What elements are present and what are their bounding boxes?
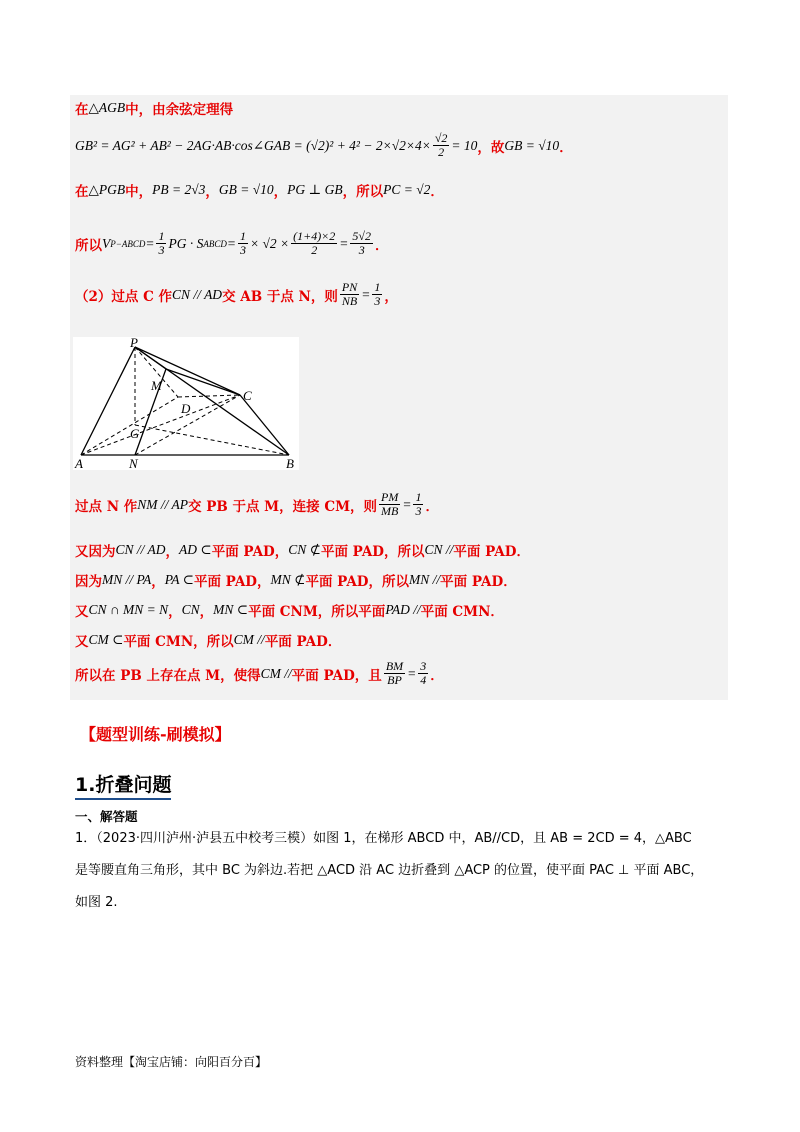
math: CN // AD [115,542,166,557]
math: = [226,235,236,251]
math: △PGB [88,182,126,197]
solution-line-9 [75,600,504,620]
math-subscript: ABCD [203,238,227,249]
text: （2）过点 C 作 [75,288,173,305]
fraction [413,491,423,518]
math: PA ⊂ [164,572,194,587]
solution-line-4 [75,230,389,257]
text: 平面 PAD． [440,574,517,590]
text: ，故 [477,139,505,156]
math: = [339,235,349,251]
numerator: 3 [420,659,427,673]
edge-mc [166,369,240,395]
numerator: (1+4)×2 [293,229,336,243]
denominator: 3 [374,294,381,309]
math: CN [181,602,200,617]
solution-line-10 [75,630,341,650]
math: = [402,496,412,512]
text: 平面 PAD，所以 [305,574,410,590]
text: ，所以 [342,184,384,200]
text: 过点 N 作 [75,498,138,515]
solution-line-6 [75,491,439,518]
text: 所以在 PB 上存在点 M，使得 [75,667,261,684]
text: 交 PB 于点 M，连接 CM，则 [188,498,378,515]
math: CN // [424,542,454,557]
numerator: 1 [415,490,422,504]
math: PB = 2√3 [152,182,206,197]
section-title: 1.折叠问题 [75,770,171,800]
text: ． [425,498,439,515]
text: 在 [75,102,89,118]
numerator: BM [385,659,404,673]
numerator: PN [341,280,358,294]
text: 又 [75,634,89,650]
text: 中， [125,184,153,200]
math: PG · S [168,235,204,251]
numerator: 1 [158,229,165,243]
solution-line-8 [75,570,517,590]
numerator: √2 [434,131,448,145]
text: ， [165,544,180,560]
text: 又因为 [75,544,116,560]
denominator: 4 [420,673,427,688]
denominator: BP [387,673,402,688]
text: 平面 CNM，所以平面 [248,604,386,620]
subheading: 一、解答题 [75,809,138,824]
problem-line-3: 如图 2. [75,895,118,910]
numerator: PM [381,490,399,504]
denominator: MB [381,504,399,519]
text: 在 [75,184,89,200]
solution-line-11 [75,660,444,687]
text: 交 AB 于点 N，则 [222,288,338,305]
fraction [384,660,405,687]
label-n: N [129,456,138,470]
denominator: NB [341,294,358,309]
denominator: 3 [239,243,246,258]
text: 平面 CMN，所以 [123,634,234,650]
math: CM // [233,632,265,647]
fraction [340,281,359,308]
fraction [418,660,428,687]
math: PAD // [385,602,421,617]
solution-line-1 [75,98,233,118]
math: MN ⊄ [270,572,306,587]
math: GB = √10 [218,182,274,197]
math: = [361,286,371,302]
numerator: 1 [239,229,246,243]
text: ． [559,139,573,156]
pyramid-figure [73,337,299,470]
denominator: 2 [311,243,318,258]
problem-line-2: 是等腰直角三角形，其中 BC 为斜边.若把 △ACD 沿 AC 边折叠到 △ACP 的位置，使平面 PAC ⊥ 平面 ABC， [75,863,704,878]
solution-line-7 [75,540,530,560]
math: CN // AD [172,286,223,302]
section-tag: 【题型训练-刷模拟】 [80,725,231,744]
label-m: M [151,378,162,393]
fraction [350,230,373,257]
math: △AGB [88,100,126,115]
math: MN ⊂ [213,602,249,617]
label-p: P [130,337,138,350]
fraction [291,230,337,257]
math: = [407,665,417,681]
numerator: 1 [374,280,381,294]
math: CM ⊂ [88,632,124,647]
math-subscript: P−ABCD [110,238,146,249]
math: GB² = AG² + AB² − 2AG·AB·cos∠GAB = (√2)² + 4² − 2×√2×4× [75,137,431,153]
label-c: C [243,388,252,403]
math: AD ⊂ [179,542,212,557]
label-d: D [181,401,191,416]
math: GB = √10 [504,137,560,153]
text: 因为 [75,574,102,590]
numerator: 5√2 [352,229,371,243]
math: PC = √2 [383,182,431,197]
label-a: A [75,456,83,470]
text: 平面 PAD，且 [291,667,382,684]
footer: 资料整理【淘宝店铺：向阳百分百】 [75,1055,268,1069]
label-g: G [130,426,140,441]
text: ． [430,667,444,684]
math: MN // [409,572,441,587]
denominator: 3 [158,243,165,258]
math: NM // AP [137,496,189,512]
text: ． [375,237,389,254]
math: CN ⊄ [288,542,321,557]
math: = 10 [451,137,478,153]
text: ． [430,184,444,200]
math: × √2 × [249,235,290,251]
text: 平面 PAD． [264,634,342,650]
text: ， [168,604,182,620]
text: ， [273,184,288,200]
text: 平面 CMN． [420,604,504,620]
problem-line-1: 1．（2023·四川泸州·泸县五中校考三模）如图 1，在梯形 ABCD 中，AB//CD，且 AB = 2CD = 4，△ABC [75,831,692,846]
solution-line-3 [75,180,444,200]
denominator: 2 [438,145,445,160]
math: = [145,235,155,251]
fraction [433,132,450,159]
fraction [238,230,248,257]
text: ， [384,288,398,305]
label-b: B [286,456,294,470]
fraction [156,230,166,257]
fraction [379,491,400,518]
text: 平面 PAD，所以 [320,544,425,560]
denominator: 3 [358,243,365,258]
text: 又 [75,604,89,620]
text: 中，由余弦定理得 [125,102,234,118]
text: ， [199,604,214,620]
text: 平面 PAD， [193,574,271,590]
text: ， [205,184,219,200]
math: CN ∩ MN = N [88,602,169,617]
denominator: 3 [415,504,422,519]
math: PG ⊥ GB [287,182,343,197]
math: CM // [260,665,292,681]
solution-line-2 [75,132,573,159]
text: 平面 PAD． [453,544,530,560]
text: ， [151,574,165,590]
math: MN // PA [102,572,152,587]
edge-gb [135,425,289,455]
math: V [102,235,111,251]
text: 所以 [75,237,102,254]
solution-line-5 [75,281,398,308]
text: 平面 PAD， [211,544,289,560]
pyramid-diagram [73,337,299,470]
fraction [372,281,382,308]
edge-dc [178,395,240,397]
